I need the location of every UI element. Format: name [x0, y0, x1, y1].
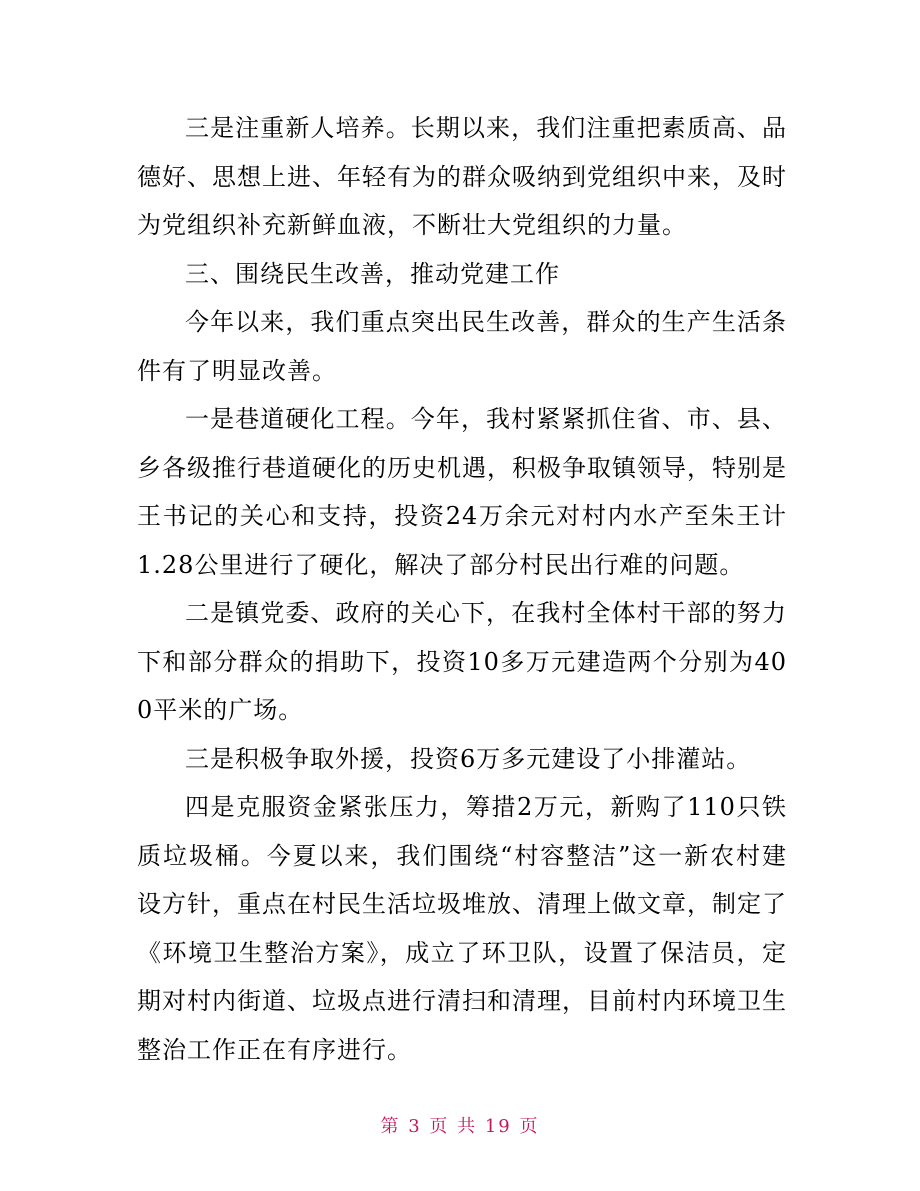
paragraph-sanitation: 四是克服资金紧张压力，筹措2万元，新购了110只铁质垃圾桶。今夏以来，我们围绕“村容整洁”这一新农村建设方针，重点在村民生活垃圾堆放、清理上做文章，制定了《环境卫生整治方案》，成立了环卫队，设置了保洁员，定期对村内街道、垃圾点进行清扫和清理，目前村内环境卫生整治工作正在有序进行。	[137, 793, 787, 1064]
document-body	[137, 104, 787, 1074]
paragraph-irrigation-station: 三是积极争取外援，投资6万多元建设了小排灌站。	[185, 744, 752, 773]
paragraph-road-hardening: 一是巷道硬化工程。今年，我村紧紧抓住省、市、县、乡各级推行巷道硬化的历史机遇，积极争取镇领导，特别是王书记的关心和支持，投资24万余元对村内水产至朱王计1.28公里进行了硬化，解决了部分村民出行难的问题。	[137, 405, 787, 579]
paragraph-square-construction: 二是镇党委、政府的关心下，在我村全体村干部的努力下和部分群众的捐助下，投资10多万元建造两个分别为400平米的广场。	[137, 599, 787, 724]
paragraph-new-member-training: 三是注重新人培养。长期以来，我们注重把素质高、品德好、思想上进、年轻有为的群众吸纳到党组织中来，及时为党组织补充新鲜血液，不断壮大党组织的力量。	[137, 114, 787, 239]
section-heading-livelihood: 三、围绕民生改善，推动党建工作	[185, 259, 560, 288]
page-number-footer: 第 3 页 共 19 页	[380, 1116, 540, 1137]
paragraph-livelihood-intro: 今年以来，我们重点突出民生改善，群众的生产生活条件有了明显改善。	[137, 308, 787, 385]
